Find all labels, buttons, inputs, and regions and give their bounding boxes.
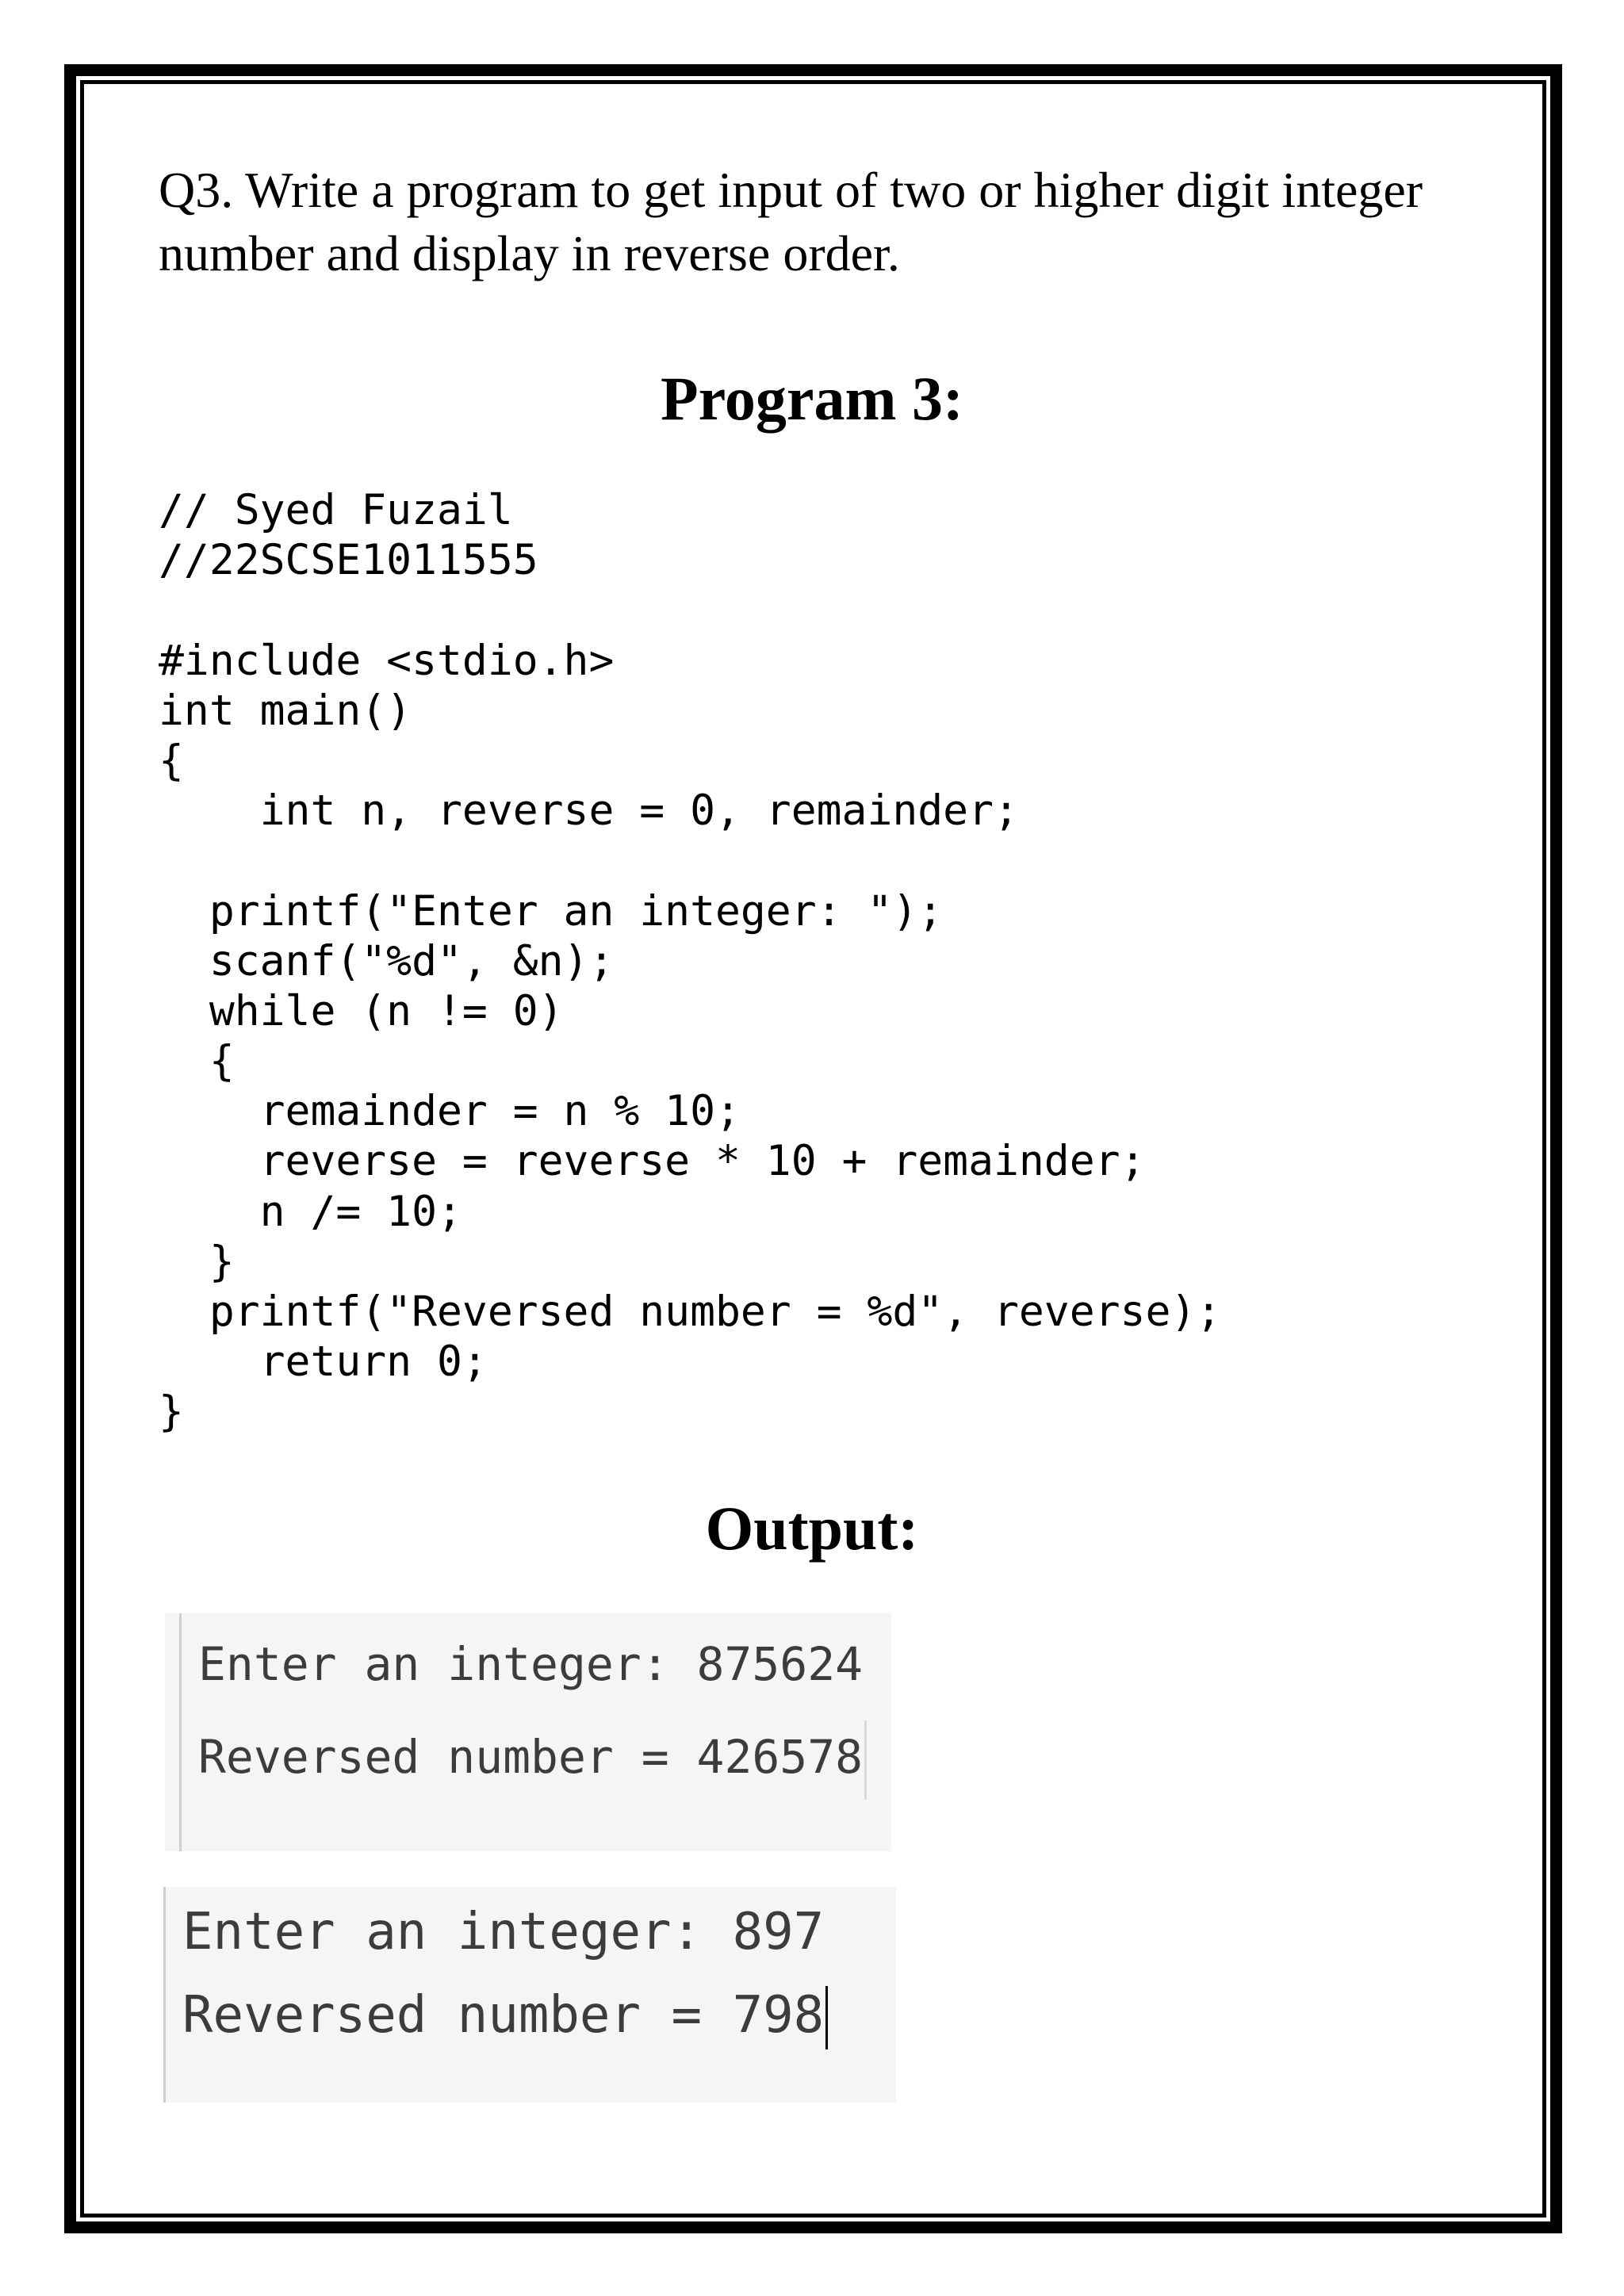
code-line: reverse = reverse * 10 + remainder; <box>159 1137 1146 1186</box>
code-line: } <box>159 1237 235 1286</box>
code-line <box>159 836 1221 886</box>
console-output-screenshot <box>163 1887 896 2103</box>
console-result-line <box>182 1986 828 2049</box>
code-line: { <box>159 1037 235 1086</box>
code-line: scanf("%d", &n); <box>159 936 615 985</box>
output-heading: Output: <box>705 1494 919 1563</box>
console-input-line: Enter an integer: 875624 <box>198 1637 864 1691</box>
console-result-text: Reversed number = 426578 <box>198 1730 864 1785</box>
code-line: remainder = n % 10; <box>159 1087 741 1136</box>
code-line: printf("Reversed number = %d", reverse); <box>159 1288 1222 1336</box>
text-cursor <box>864 1720 867 1800</box>
code-line: while (n != 0) <box>159 986 564 1035</box>
console-left-border <box>163 1887 166 2103</box>
code-line: printf("Enter an integer: "); <box>159 886 944 936</box>
code-line: int n, reverse = 0, remainder; <box>159 786 1019 836</box>
code-line: n /= 10; <box>159 1187 462 1236</box>
console-result-line <box>198 1720 867 1800</box>
code-line <box>159 585 1221 635</box>
code-block <box>159 485 1221 1437</box>
code-line: { <box>159 736 184 785</box>
console-result-text: Reversed number = 798 <box>182 1986 825 2045</box>
code-line: #include <stdio.h> <box>159 636 615 685</box>
console-output-screenshot <box>165 1613 891 1851</box>
program-heading: Program 3: <box>661 364 963 433</box>
console-input-line: Enter an integer: 897 <box>182 1903 825 1961</box>
code-line: //22SCSE1011555 <box>159 536 538 585</box>
question-text: Q3. Write a program to get input of two or higher digit integer number and display in reverse order. <box>159 162 1423 281</box>
code-line: return 0; <box>159 1337 488 1387</box>
code-line: // Syed Fuzail <box>159 486 513 534</box>
code-line: int main() <box>159 686 412 735</box>
console-left-border <box>179 1613 182 1851</box>
code-line: } <box>159 1387 184 1437</box>
text-cursor <box>825 1986 828 2049</box>
